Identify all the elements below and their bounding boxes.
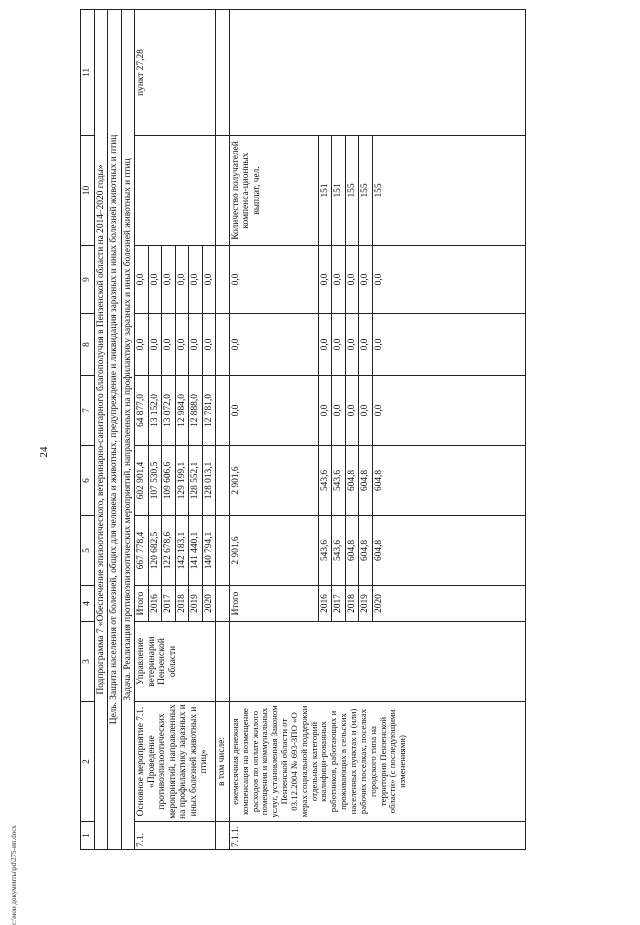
regional-budget-cell: 107 530,5	[148, 446, 162, 516]
col-header: 3	[81, 622, 95, 702]
indicator-value: 151	[332, 136, 346, 246]
extra-budget-cell: 0,0	[189, 246, 203, 314]
year-cell: 2017	[162, 586, 176, 622]
extra-budget-cell: 0,0	[148, 246, 162, 314]
indicator-cell: Количество получателей компенса-ционных выплат, чел.	[229, 136, 318, 246]
regional-budget-cell: 129 199,1	[175, 446, 189, 516]
incl-label: в том числе:	[216, 702, 230, 822]
extra-budget-cell: 0,0	[162, 246, 176, 314]
indicator-value: 151	[318, 136, 332, 246]
measure-name: ежемесячная денежная компенсация на возмещение расходов по оплате жилого помещения и коммунальных услуг, установленная Законом Пензенской области от 03.12.2004 № 693-ЗПО «О мерах социальной поддержки отдельных категорий квалифици-рованных работников, работающих и проживающих в сельских населенных пунктах и (или) рабочих поселках, поселках городского типа на территории Пензенской области» (с последующими изменениями)	[229, 702, 525, 822]
federal-budget-cell: 12 888,0	[189, 376, 203, 446]
year-cell: 2019	[189, 586, 203, 622]
year-cell: 2019	[359, 586, 373, 622]
empty-cell	[216, 446, 230, 516]
empty-cell	[216, 10, 230, 136]
empty-cell	[216, 136, 230, 246]
local-budget-cell: 0,0	[345, 314, 359, 376]
indicator-cell	[135, 136, 216, 246]
indicator-value-cell	[229, 10, 525, 136]
year-cell: Итого	[229, 586, 318, 622]
extra-budget-cell: 0,0	[318, 246, 332, 314]
year-cell: 2020	[202, 586, 216, 622]
total-cell: 142 183,1	[175, 516, 189, 586]
extra-budget-cell: 0,0	[359, 246, 373, 314]
federal-budget-cell: 0,0	[372, 376, 525, 446]
subprogram-row	[94, 10, 108, 850]
indicator-value: 155	[345, 136, 359, 246]
indicator-value-cell: пункт 27,28	[135, 10, 216, 136]
table-row	[229, 10, 318, 850]
extra-budget-cell: 0,0	[202, 246, 216, 314]
table-row	[135, 10, 149, 850]
empty-cell	[216, 516, 230, 586]
local-budget-cell: 0,0	[135, 314, 149, 376]
total-cell: 140 794,1	[202, 516, 216, 586]
total-cell: 120 682,5	[148, 516, 162, 586]
regional-budget-cell: 2 901,6	[229, 446, 318, 516]
empty-cell	[216, 622, 230, 702]
row-number: 7.1.1.	[229, 822, 525, 850]
regional-budget-cell: 604,8	[372, 446, 525, 516]
total-cell: 2 901,6	[229, 516, 318, 586]
extra-budget-cell: 0,0	[135, 246, 149, 314]
federal-budget-cell: 64 877,0	[135, 376, 149, 446]
program-table-wrapper	[80, 30, 580, 850]
regional-budget-cell: 128 013,1	[202, 446, 216, 516]
col-header: 4	[81, 586, 95, 622]
local-budget-cell: 0,0	[318, 314, 332, 376]
goal-row	[108, 10, 122, 850]
year-cell: 2016	[318, 586, 332, 622]
extra-budget-cell: 0,0	[175, 246, 189, 314]
regional-budget-cell: 109 606,6	[162, 446, 176, 516]
executor	[229, 622, 525, 702]
extra-budget-cell: 0,0	[345, 246, 359, 314]
federal-budget-cell: 12 781,0	[202, 376, 216, 446]
col-header: 9	[81, 246, 95, 314]
federal-budget-cell: 12 984,0	[175, 376, 189, 446]
empty-cell	[216, 822, 230, 850]
page-number: 24	[38, 446, 50, 458]
rotated-page-area	[80, 30, 580, 850]
col-header: 5	[81, 516, 95, 586]
extra-budget-cell: 0,0	[229, 246, 318, 314]
local-budget-cell: 0,0	[148, 314, 162, 376]
year-cell: 2016	[148, 586, 162, 622]
col-header: 10	[81, 136, 95, 246]
col-header: 7	[81, 376, 95, 446]
col-header: 11	[81, 10, 95, 136]
local-budget-cell: 0,0	[332, 314, 346, 376]
total-cell: 667 778,4	[135, 516, 149, 586]
total-cell: 604,8	[359, 516, 373, 586]
measure-name: Основное мероприятие 7.1. «Проведение противоэпизоотических мероприятий, направленных на профилактику заразных и иных болезней животных и птиц»	[135, 702, 216, 822]
col-header: 2	[81, 702, 95, 822]
total-cell: 604,8	[345, 516, 359, 586]
year-cell: 2017	[332, 586, 346, 622]
header-row	[81, 10, 95, 850]
regional-budget-cell: 128 552,1	[189, 446, 203, 516]
total-cell: 141 440,1	[189, 516, 203, 586]
local-budget-cell: 0,0	[162, 314, 176, 376]
local-budget-cell: 0,0	[372, 314, 525, 376]
footer-file-path: c:\мои документы\pd\275-ип.docx	[10, 825, 18, 925]
regional-budget-cell: 604,8	[359, 446, 373, 516]
program-table	[80, 9, 526, 850]
regional-budget-cell: 543,6	[318, 446, 332, 516]
federal-budget-cell: 13 072,0	[162, 376, 176, 446]
empty-cell	[216, 246, 230, 314]
extra-budget-cell: 0,0	[372, 246, 525, 314]
regional-budget-cell: 602 901,4	[135, 446, 149, 516]
local-budget-cell: 0,0	[359, 314, 373, 376]
task-row	[121, 10, 135, 850]
federal-budget-cell: 0,0	[332, 376, 346, 446]
regional-budget-cell: 543,6	[332, 446, 346, 516]
goal-text: Цель. Защита населения от болезней, общих для человека и животных, предупреждение и ликвидация заразных и иных болезней животных и птиц	[108, 10, 122, 850]
local-budget-cell: 0,0	[189, 314, 203, 376]
local-budget-cell: 0,0	[229, 314, 318, 376]
col-header: 1	[81, 822, 95, 850]
total-cell: 604,8	[372, 516, 525, 586]
federal-budget-cell: 0,0	[345, 376, 359, 446]
federal-budget-cell: 0,0	[318, 376, 332, 446]
federal-budget-cell: 0,0	[359, 376, 373, 446]
local-budget-cell: 0,0	[175, 314, 189, 376]
local-budget-cell: 0,0	[202, 314, 216, 376]
indicator-value: 155	[359, 136, 373, 246]
total-cell: 543,6	[318, 516, 332, 586]
regional-budget-cell: 604,8	[345, 446, 359, 516]
federal-budget-cell: 0,0	[229, 376, 318, 446]
federal-budget-cell: 13 152,0	[148, 376, 162, 446]
empty-cell	[216, 314, 230, 376]
total-cell: 122 678,6	[162, 516, 176, 586]
extra-budget-cell: 0,0	[332, 246, 346, 314]
year-cell: 2018	[175, 586, 189, 622]
empty-cell	[216, 586, 230, 622]
year-cell: 2018	[345, 586, 359, 622]
year-cell: Итого	[135, 586, 149, 622]
subprogram-title: Подпрограмма 7 «Обеспечение эпизоотического, ветеринарно-санитарного благополучия в Пензенской области на 2014–2020 годы»	[94, 10, 108, 850]
row-number: 7.1.	[135, 822, 216, 850]
empty-cell	[216, 376, 230, 446]
task-text: Задача. Реализация противоэпизоотических мероприятий, направленных на профилактику заразных и иных болезней животных и птиц	[121, 10, 135, 850]
col-header: 6	[81, 446, 95, 516]
total-cell: 543,6	[332, 516, 346, 586]
incl-row	[216, 10, 230, 850]
executor: Управление ветеринарии Пензенской области	[135, 622, 216, 702]
indicator-value: 155	[372, 136, 525, 246]
col-header: 8	[81, 314, 95, 376]
year-cell: 2020	[372, 586, 525, 622]
